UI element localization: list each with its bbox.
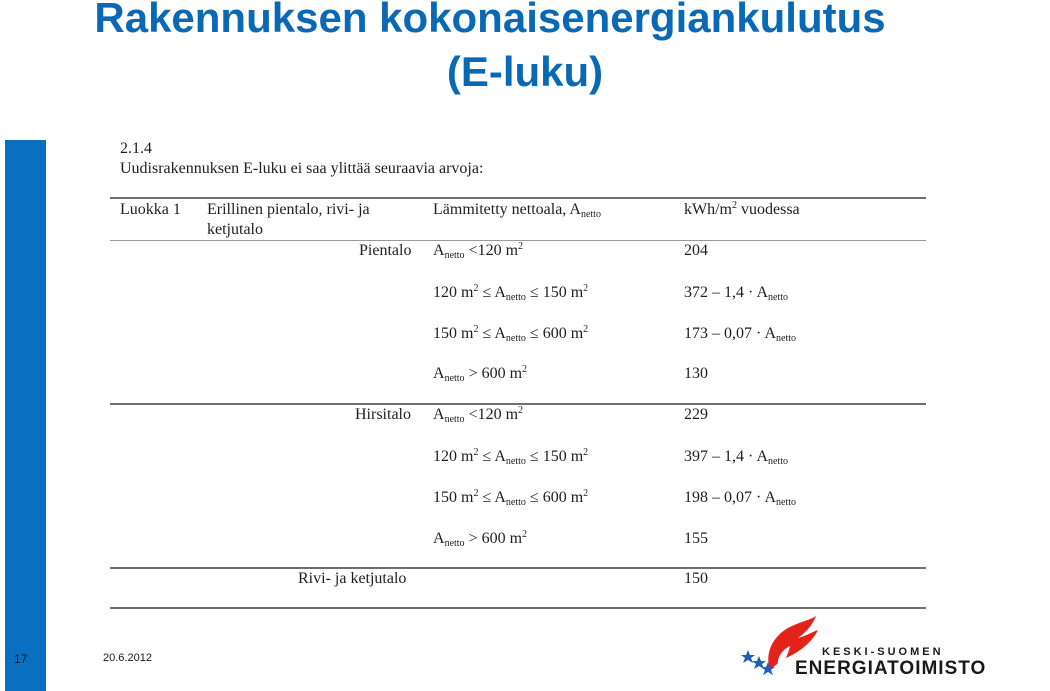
- value-cell: 150: [684, 570, 708, 587]
- value-cell: 397 – 1,4 · Anetto: [684, 448, 788, 467]
- logo-bottom-text: ENERGIATOIMISTO: [795, 658, 987, 679]
- range-cell: 150 $m^2$ ≤ Anetto ≤ 600 $m^2$: [433, 488, 589, 508]
- range-cell: Anetto > 600 $m^2$: [433, 529, 528, 549]
- table-top-rule: [110, 197, 926, 199]
- header-area: Lämmitetty nettoala, Anetto: [433, 201, 601, 220]
- value-cell: 204: [684, 242, 708, 259]
- section-number: 2.1.4: [120, 140, 152, 157]
- range-cell: 150 $m^2$ ≤ Anetto ≤ 600 $m^2$: [433, 324, 589, 344]
- table-bottom-rule: [110, 607, 926, 609]
- value-cell: 173 – 0,07 · Anetto: [684, 325, 796, 344]
- range-cell: Anetto <120 $m^2$: [433, 241, 524, 261]
- range-cell: 120 $m^2$ ≤ Anetto ≤ 150 $m^2$: [433, 447, 589, 467]
- range-cell: Anetto > 600 $m^2$: [433, 364, 528, 384]
- range-cell: 120 $m^2$ ≤ Anetto ≤ 150 $m^2$: [433, 283, 589, 303]
- group-name-pientalo: Pientalo: [359, 242, 412, 259]
- header-building-type-2: ketjutalo: [207, 221, 263, 238]
- range-cell: Anetto <120 $m^2$: [433, 405, 524, 425]
- group-rule: [110, 567, 926, 569]
- value-cell: 130: [684, 365, 708, 382]
- value-cell: 155: [684, 530, 708, 547]
- logo-top-text: KESKI-SUOMEN: [822, 646, 944, 658]
- intro-text: Uudisrakennuksen E-luku ei saa ylittää seuraavia arvoja:: [120, 160, 484, 177]
- value-cell: 198 – 0,07 · Anetto: [684, 489, 796, 508]
- value-cell: 229: [684, 406, 708, 423]
- footer-date: 20.6.2012: [103, 652, 152, 664]
- group-name-rivitalo: Rivi- ja ketjutalo: [298, 570, 407, 587]
- slide-number: 17: [14, 652, 28, 666]
- group-name-hirsitalo: Hirsitalo: [355, 406, 411, 423]
- value-cell: 372 – 1,4 · Anetto: [684, 284, 788, 303]
- slide-title-line2: (E-luku): [446, 48, 604, 95]
- header-unit: kWh/$m^2$ vuodessa: [684, 200, 800, 218]
- slide-title-line1: Rakennuksen kokonaisenergiankulutus: [94, 0, 886, 41]
- energiatoimisto-logo: [740, 612, 987, 691]
- header-class: Luokka 1: [120, 201, 181, 218]
- header-building-type-1: Erillinen pientalo, rivi- ja: [207, 201, 370, 218]
